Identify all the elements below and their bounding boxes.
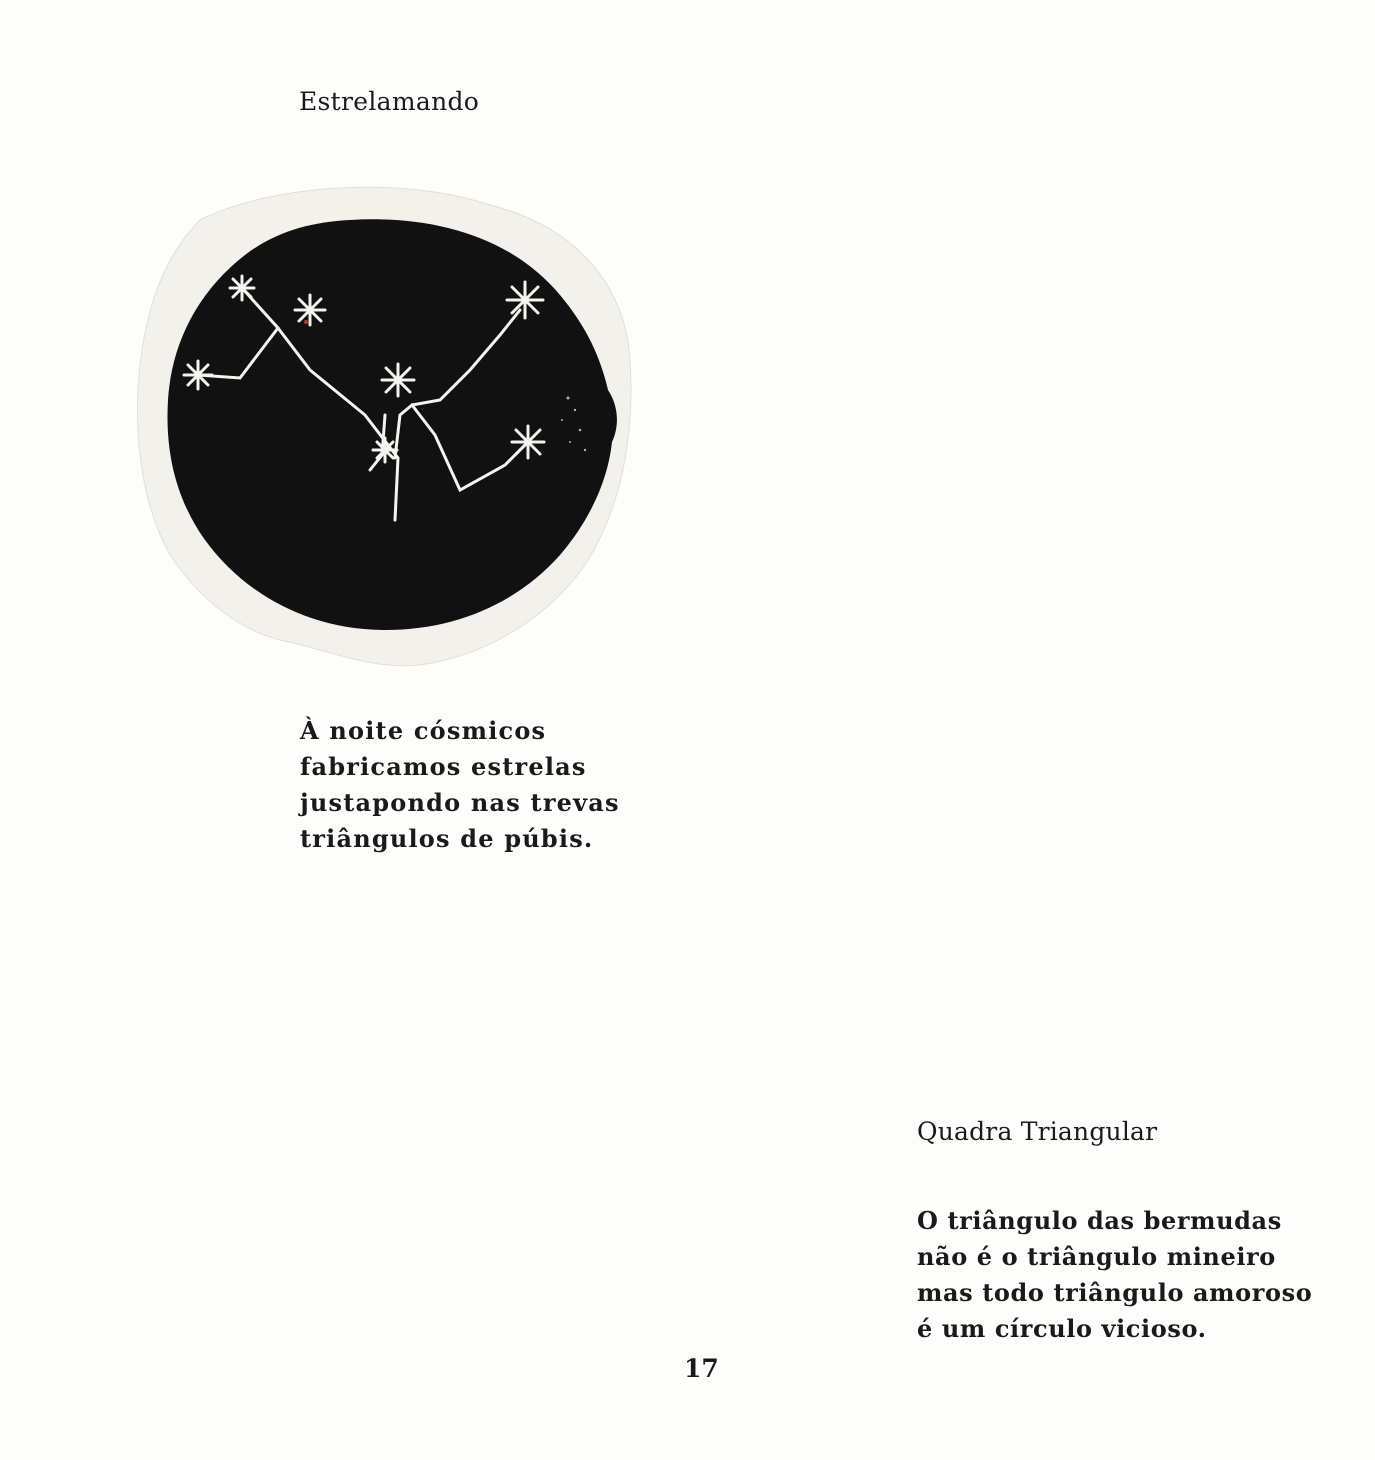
poem-line: não é o triângulo mineiro bbox=[917, 1242, 1276, 1271]
page-number: 17 bbox=[684, 1354, 719, 1383]
poem-stanza-quadra-triangular bbox=[917, 1203, 1312, 1347]
poem-line: é um círculo vicioso. bbox=[917, 1314, 1207, 1343]
constellation-woodcut-icon bbox=[130, 180, 640, 670]
poem-line: triângulos de púbis. bbox=[300, 824, 594, 853]
poem-line: O triângulo das bermudas bbox=[917, 1206, 1282, 1235]
poem-line: À noite cósmicos bbox=[300, 716, 547, 745]
poem-title-quadra-triangular: Quadra Triangular bbox=[917, 1117, 1158, 1146]
poem-stanza-estrelamando bbox=[300, 713, 620, 857]
poem-line: fabricamos estrelas bbox=[300, 752, 587, 781]
poem-line: justapondo nas trevas bbox=[300, 788, 620, 817]
poem-line: mas todo triângulo amoroso bbox=[917, 1278, 1313, 1307]
poem-title-estrelamando: Estrelamando bbox=[299, 87, 480, 116]
